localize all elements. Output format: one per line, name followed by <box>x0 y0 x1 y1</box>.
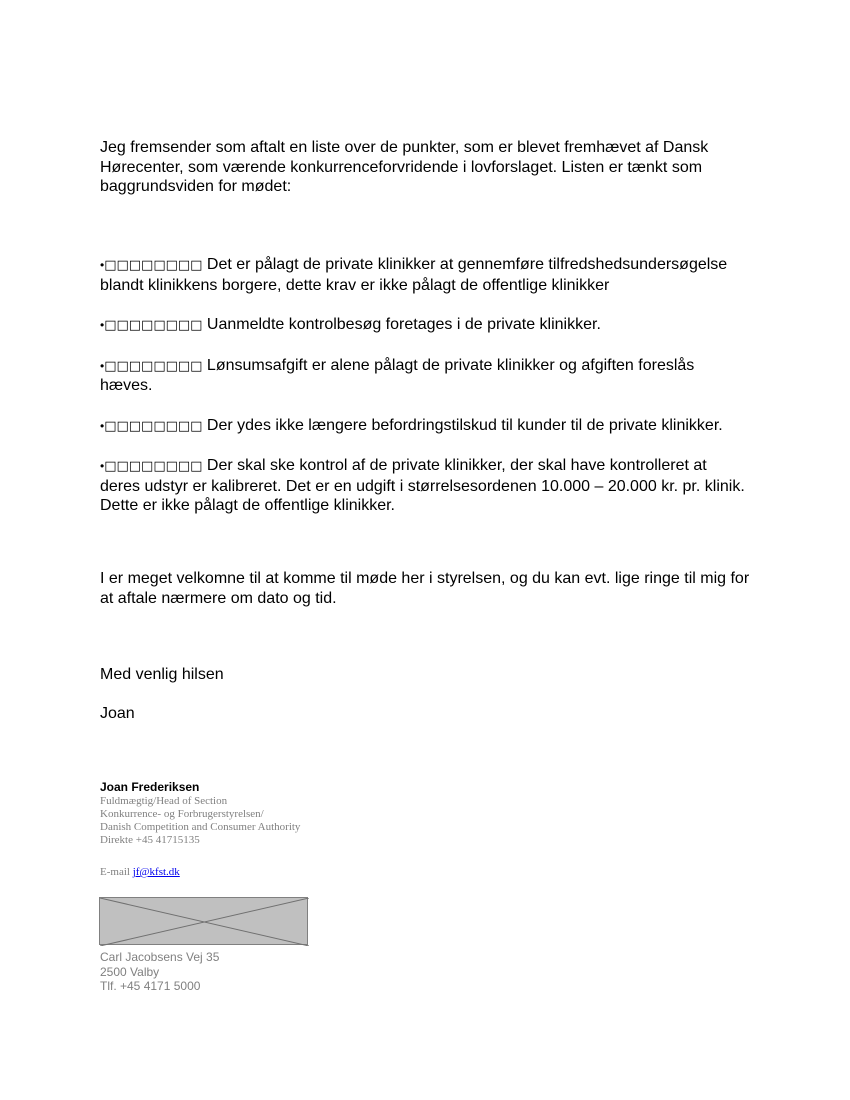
list-item <box>100 315 750 336</box>
missing-glyph-boxes: □□□□□□□□ <box>104 358 203 374</box>
broken-image-icon <box>99 897 308 945</box>
missing-glyph-boxes: □□□□□□□□ <box>104 418 203 434</box>
bullet-dot: • <box>100 459 105 473</box>
missing-glyph-boxes: □□□□□□□□ <box>104 459 203 474</box>
email-label: E-mail <box>100 866 133 878</box>
list-item <box>100 255 750 295</box>
list-item-text: Det er pålagt de private klinikker at gennemføre tilfredshedsundersøgelse blandt klinikkens borgere, dette krav er ikke pålagt de offentlige klinikker <box>100 256 728 294</box>
invite-paragraph: I er meget velkomne til at komme til møde her i styrelsen, og du kan evt. lige ringe til mig for at aftale nærmere om dato og tid. <box>100 570 750 607</box>
signature-email-line <box>100 866 180 878</box>
address-city: 2500 Valby <box>100 964 160 979</box>
bullet-dot: • <box>100 318 105 332</box>
signature-details <box>100 795 300 847</box>
intro-paragraph: Jeg fremsender som aftalt en liste over de punkter, som er blevet fremhævet af Dansk Hørecenter, som værende konkurrenceforvridende i lovforslaget. Listen er tænkt som baggrundsviden for mødet: <box>100 139 709 195</box>
email-link[interactable]: jf@kfst.dk <box>132 866 180 878</box>
image-placeholder-cross <box>100 898 309 946</box>
list-item-text: Lønsumsafgift er alene pålagt de private klinikker og afgiften foreslås hæves. <box>100 356 695 394</box>
bullet-dot: • <box>100 418 105 433</box>
address-street: Carl Jacobsens Vej 35 <box>100 950 220 964</box>
list-item-text: Der ydes ikke længere befordringstilskud til kunder til de private klinikker. <box>206 416 723 434</box>
bullet-dot: • <box>100 358 105 373</box>
list-item <box>100 416 750 437</box>
list-item-text: Uanmeldte kontrolbesøg foretages i de private klinikker. <box>206 316 601 333</box>
signature-org-danish: Konkurrence- og Forbrugerstyrelsen/ <box>100 808 264 820</box>
signature-name: Joan Frederiksen <box>100 780 200 794</box>
closing-line: Med venlig hilsen <box>100 666 224 683</box>
bullet-dot: • <box>100 258 105 272</box>
issues-list <box>100 255 750 536</box>
signoff-name: Joan <box>100 705 135 722</box>
list-item-text: Der skal ske kontrol af de private klinikker, der skal have kontrolleret at deres udstyr er kalibreret. Det er en udgift i størrelsesordenen 10.000 – 20.000 kr. pr. klinik. Dette er ikke pålagt de offentlige klinikker. <box>100 457 745 514</box>
signature-direct-phone: Direkte +45 41715135 <box>100 834 200 846</box>
list-item <box>100 456 750 516</box>
address-phone: Tlf. +45 4171 5000 <box>100 979 201 993</box>
missing-glyph-boxes: □□□□□□□□ <box>104 258 203 273</box>
signature-org-english: Danish Competition and Consumer Authority <box>100 821 301 833</box>
signature-title: Fuldmægtig/Head of Section <box>100 795 228 807</box>
missing-glyph-boxes: □□□□□□□□ <box>104 318 203 333</box>
list-item <box>100 356 750 396</box>
postal-address <box>100 950 219 994</box>
